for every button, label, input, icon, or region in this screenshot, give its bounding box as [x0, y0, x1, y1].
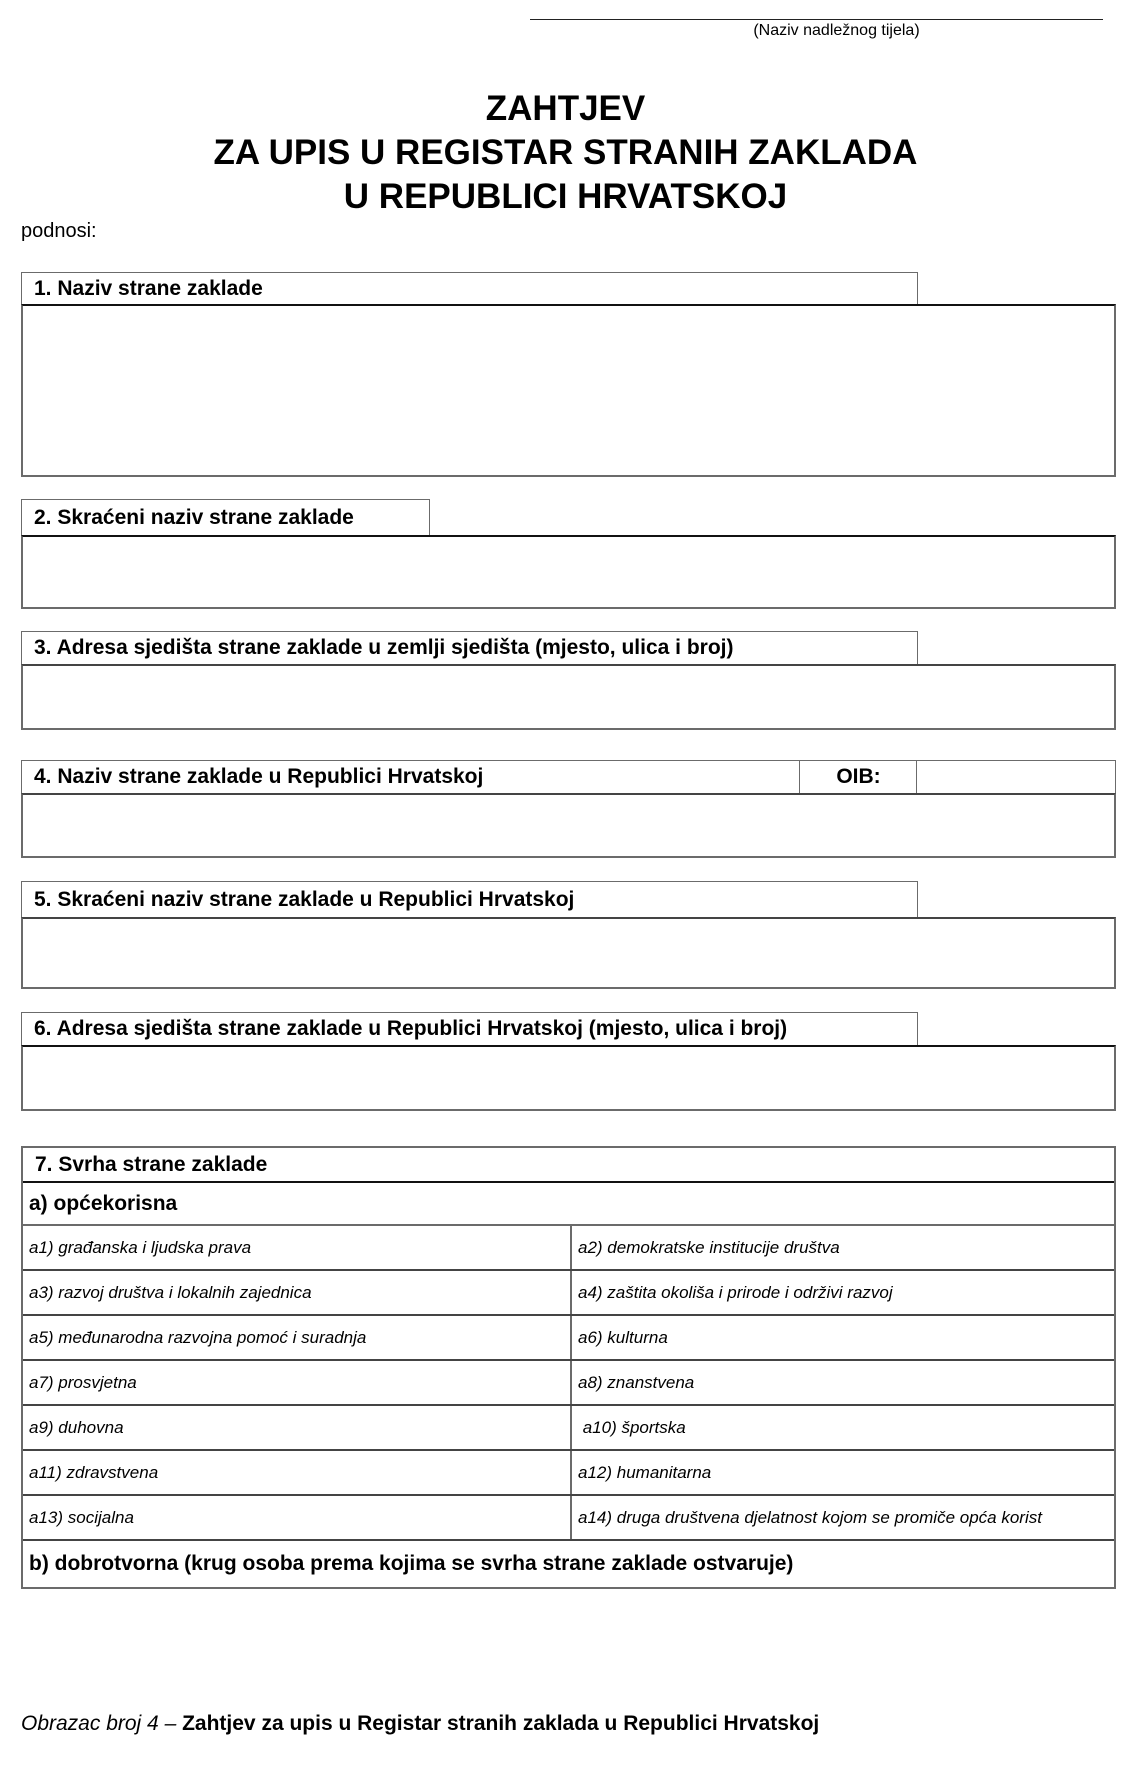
purpose-option-row: [23, 1361, 1114, 1406]
field-3-input[interactable]: [21, 664, 1116, 730]
field-5-label-text: 5. Skraćeni naziv strane zaklade u Republici Hrvatskoj: [34, 887, 575, 911]
purpose-option-a7[interactable]: a7) prosvjetna: [23, 1361, 572, 1404]
purpose-option-a5[interactable]: a5) međunarodna razvojna pomoć i suradnja: [23, 1316, 572, 1359]
purpose-option-a12[interactable]: a12) humanitarna: [578, 1462, 712, 1482]
field-4-label: [21, 760, 801, 795]
field-5-input[interactable]: [21, 917, 1116, 989]
purpose-option-a11[interactable]: a11) zdravstvena: [23, 1451, 572, 1494]
purpose-option-row: [23, 1271, 1114, 1316]
purpose-option-row: [23, 1316, 1114, 1361]
authority-signature-line: [530, 19, 1103, 20]
oib-input[interactable]: [916, 760, 1116, 795]
field-1-label: [21, 272, 918, 306]
purpose-option-row: [23, 1496, 1114, 1541]
field-1-input[interactable]: [21, 304, 1116, 477]
field-4-label-text: 4. Naziv strane zaklade u Republici Hrvatskoj: [34, 765, 484, 788]
form-number: Obrazac broj 4: [21, 1712, 159, 1735]
field-6-input[interactable]: [21, 1045, 1116, 1111]
purpose-option-a1[interactable]: a1) građanska i ljudska prava: [23, 1226, 572, 1269]
purpose-option-row: [23, 1406, 1114, 1451]
purpose-option-a2[interactable]: a2) demokratske institucije društva: [578, 1237, 840, 1257]
purpose-option-row: [23, 1226, 1114, 1271]
charitable-option[interactable]: b) dobrotvorna (krug osoba prema kojima se svrha strane zaklade ostvaruje): [29, 1552, 794, 1575]
purpose-option-row: [23, 1451, 1114, 1496]
purpose-option-a8[interactable]: a8) znanstvena: [578, 1372, 695, 1392]
form-footer: [21, 1712, 819, 1736]
form-title-line-3: U REPUBLICI HRVATSKOJ: [343, 177, 788, 216]
field-1-label-text: 1. Naziv strane zaklade: [34, 276, 263, 300]
oib-label-text: OIB:: [836, 765, 881, 788]
field-5-label: [21, 881, 918, 919]
purpose-option-a9[interactable]: a9) duhovna: [23, 1406, 572, 1449]
field-3-label-text: 3. Adresa sjedišta strane zaklade u zemlji sjedišta (mjesto, ulica i broj): [34, 636, 734, 659]
purpose-option-a14[interactable]: a14) druga društvena djelatnost kojom se promiče opća korist: [578, 1507, 1042, 1527]
purpose-option-a13[interactable]: a13) socijalna: [23, 1496, 572, 1539]
purpose-option-a10[interactable]: a10) športska: [578, 1417, 686, 1437]
purpose-table: [21, 1146, 1116, 1589]
public-benefit-heading: a) općekorisna: [23, 1183, 1114, 1226]
purpose-option-a4[interactable]: a4) zaštita okoliša i prirode i održivi razvoj: [578, 1282, 893, 1302]
field-2-label-text: 2. Skraćeni naziv strane zaklade: [34, 505, 354, 529]
field-2-label: [21, 499, 430, 537]
purpose-option-a6[interactable]: a6) kulturna: [578, 1327, 668, 1347]
field-3-label: [21, 631, 918, 666]
field-6-label-text: 6. Adresa sjedišta strane zaklade u Republici Hrvatskoj (mjesto, ulica i broj): [34, 1017, 788, 1040]
footer-separator: –: [158, 1712, 183, 1735]
purpose-option-a3[interactable]: a3) razvoj društva i lokalnih zajednica: [23, 1271, 572, 1314]
form-title-line-2: ZA UPIS U REGISTAR STRANIH ZAKLADA: [213, 133, 918, 172]
footer-form-title: Zahtjev za upis u Registar stranih zaklada u Republici Hrvatskoj: [182, 1712, 820, 1735]
form-title-line-1: ZAHTJEV: [485, 89, 646, 128]
authority-caption: (Naziv nadležnog tijela): [753, 22, 920, 39]
submitter-label: podnosi:: [21, 220, 97, 242]
field-2-input[interactable]: [21, 535, 1116, 609]
field-6-label: [21, 1012, 918, 1047]
oib-label: [799, 760, 918, 795]
purpose-heading: 7. Svrha strane zaklade: [23, 1148, 1114, 1183]
field-4-input[interactable]: [21, 793, 1116, 858]
